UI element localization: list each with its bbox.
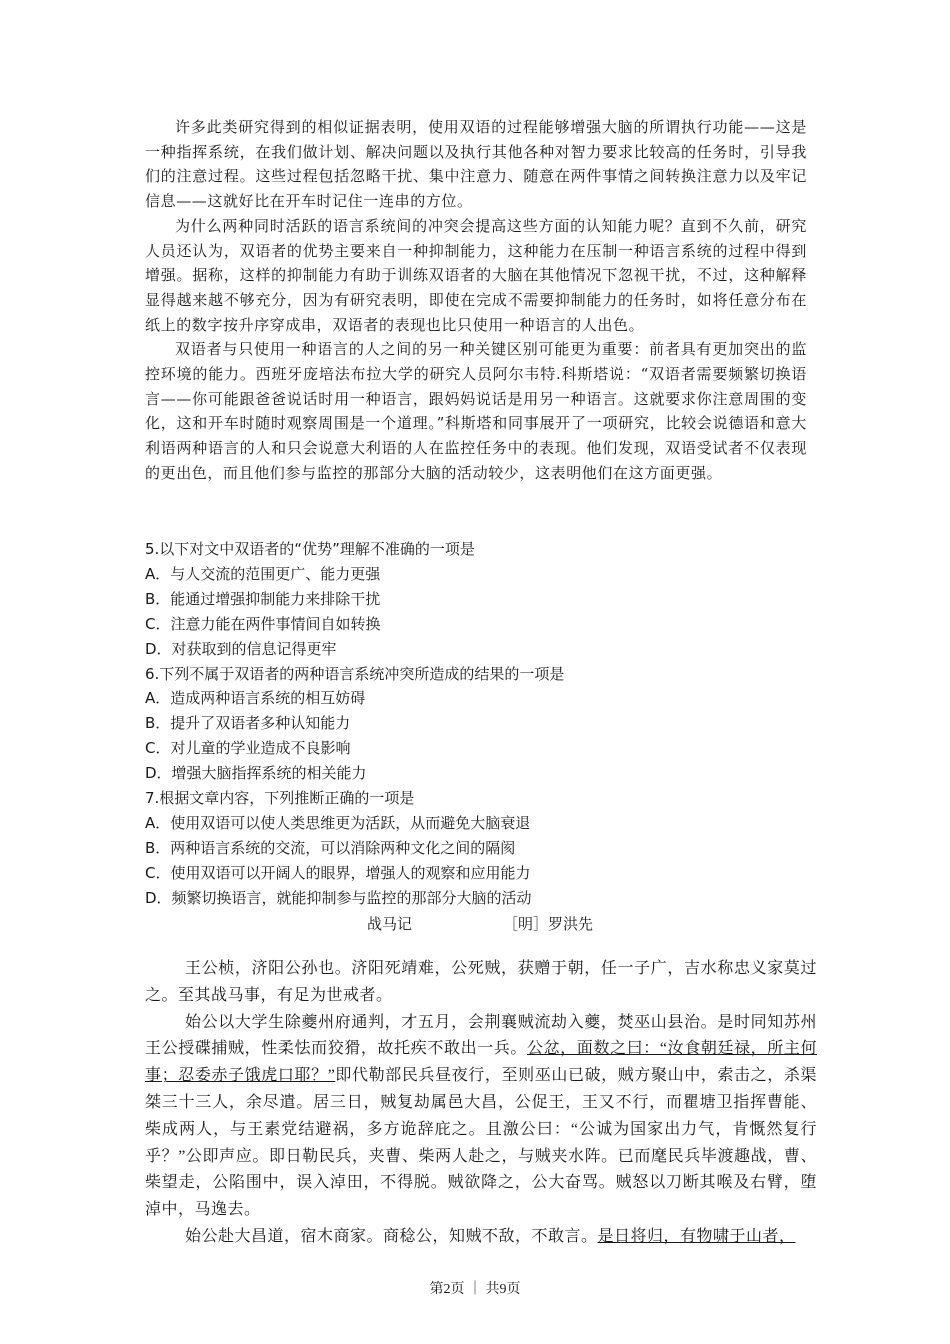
option-d: D．频繁切换语言，就能抑制参与监控的那部分大脑的活动: [145, 888, 532, 907]
question-stem: 7.根据文章内容，下列推断正确的一项是: [145, 789, 415, 808]
classical-text: 即代勒部民兵昼夜行，至则巫山已破，贼方聚山中，索击之，杀渠桀三十三人，余尽遣。居三日，贼复劫属邑大昌，公促王，王又不行，而瞿塘卫指挥曹能、柴成两人，与王素党结避祸，多方诡辞庇之。且激公曰：“公诚为国家出力气，肯慨然复行乎？”公即声应。即日勒民兵，夹曹、柴两人赴之，与贼夹水阵。已而麾民兵毕渡趣战，曹、柴望走，公陷围中，误入淖田，不得脱。贼欲降之，公大奋骂。贼怒以刀断其喉及右臂，堕淖中，马逸去。: [145, 1067, 817, 1219]
classical-paragraph-1: 王公桢，济阳公孙也。济阳死靖难，公死贼，获赠于朝，任一子广，吉水称忠义家莫过之。至其战马事，有足为世戒者。: [145, 960, 817, 1004]
option-b: B．提升了双语者多种认知能力: [145, 714, 351, 733]
underlined-sentence: 是日将归，有物啸于山者，: [597, 1227, 796, 1245]
classical-text: 始公赴大昌道，宿木商家。商稔公，知贼不敌，不敢言。: [185, 1227, 598, 1245]
option-d: D．增强大脑指挥系统的相关能力: [145, 764, 367, 783]
option-a: A．与人交流的范围更广、能力更强: [145, 564, 381, 583]
page-footer: 第2页 ｜ 共9页: [429, 1282, 521, 1297]
option-d: D．对获取到的信息记得更牢: [145, 639, 337, 658]
passage-paragraph-1: 许多此类研究得到的相似证据表明，使用双语的过程能够增强大脑的所谓执行功能——这是一种指挥系统，在我们做计划、解决问题以及执行其他各种对智力要求比较高的任务时，引导我们的注意过程。这些过程包括忽略干扰、集中注意力、随意在两件事情之间转换注意力以及牢记信息——这就好比在开车时记住一连串的方位。: [145, 118, 807, 211]
modern-passage: [145, 115, 807, 486]
option-b: B．两种语言系统的交流，可以消除两种文化之间的隔阂: [145, 838, 516, 857]
questions: [145, 537, 807, 911]
classical-passage: [145, 956, 817, 1251]
question-stem: 5.以下对文中双语者的“优势”理解不准确的一项是: [145, 540, 475, 558]
classical-author: ［明］罗洪先: [503, 915, 594, 933]
question-6: [145, 662, 807, 787]
option-c: C．使用双语可以开阔人的眼界，增强人的观察和应用能力: [145, 863, 531, 882]
classical-paragraph-2: [145, 1010, 817, 1224]
question-5: [145, 537, 807, 662]
passage-paragraph-3: 双语者与只使用一种语言的人之间的另一种关键区别可能更为重要：前者具有更加突出的监控环境的能力。西班牙庞培法布拉大学的研究人员阿尔韦特.科斯塔说：“双语者需要频繁切换语言——你可能跟爸爸说话时用一种语言，跟妈妈说话是用另一种语言。这就要求你注意周围的变化，这和开车时随时观察周围是一个道理。”科斯塔和同事展开了一项研究，比较会说德语和意大利语两种语言的人和只会说意大利语的人在监控任务中的表现。他们发现，双语受试者不仅表现的更出色，而且他们参与监控的那部分大脑的活动较少，这表明他们在这方面更强。: [145, 340, 807, 482]
underlined-sentence: 公忿，面数之曰：“汝食朝廷禄，所主何事；忍委赤子饿虎口耶？”: [145, 1040, 817, 1085]
question-stem: 6.下列不属于双语者的两种语言系统冲突所造成的结果的一项是: [145, 664, 565, 683]
classical-paragraph-3: [145, 1224, 817, 1251]
question-7: [145, 786, 807, 911]
classical-text: 始公以大学生除夔州府通判，才五月，会荆襄贼流劫入夔，焚巫山县治。是时同知苏州王公授碟捕贼，性柔怯而狡猾，故托疾不敢出一兵。: [145, 1013, 817, 1058]
passage-paragraph-2: 为什么两种同时活跃的语言系统间的冲突会提高这些方面的认知能力呢？直到不久前，研究人员还认为，双语者的优势主要来自一种抑制能力，这种能力在压制一种语言系统的过程中得到增强。据称，这样的抑制能力有助于训练双语者的大脑在其他情况下忽视干扰，不过，这种解释显得越来越不够充分，因为有研究表明，即使在完成不需要抑制能力的任务时，如将任意分布在纸上的数字按升序穿成串，双语者的表现也比只使用一种语言的人出色。: [145, 216, 807, 334]
option-b: B．能通过增强抑制能力来排除干扰: [145, 589, 381, 608]
option-a: A．造成两种语言系统的相互妨碍: [145, 689, 366, 708]
option-c: C．对儿童的学业造成不良影响: [145, 739, 351, 758]
option-c: C．注意力能在两件事情间自如转换: [145, 614, 381, 633]
classical-title: 战马记: [367, 915, 413, 933]
option-a: A．使用双语可以使人类思维更为活跃，从而避免大脑衰退: [145, 813, 531, 832]
